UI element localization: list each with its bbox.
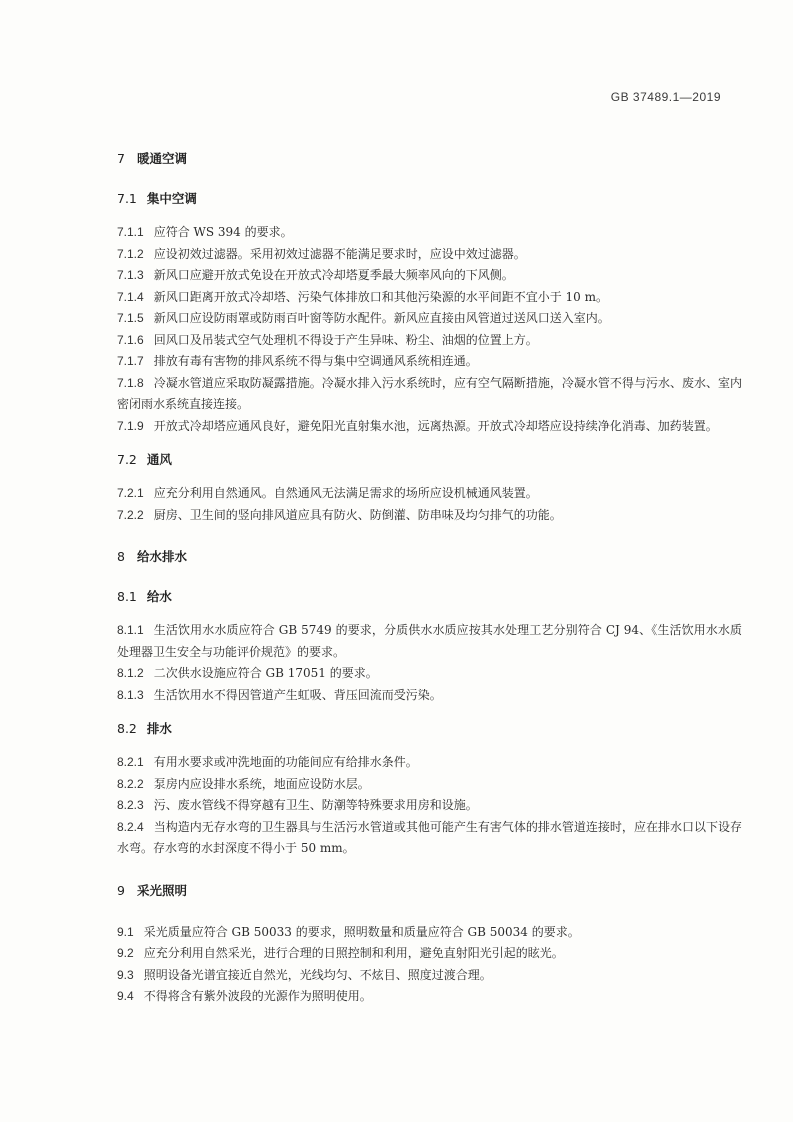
clause-number: 8.2.4 [117, 819, 144, 834]
clause-text: 生活饮用水不得因管道产生虹吸、背压回流而受污染。 [153, 687, 442, 702]
clause-list-7-2 [117, 483, 742, 526]
clause-item [117, 222, 742, 244]
clause-item [117, 483, 742, 505]
clause-list-8-2 [117, 752, 742, 860]
clause-text: 有用水要求或冲洗地面的功能间应有给排水条件。 [153, 755, 418, 769]
clause-text: 开放式冷却塔应通风良好，避免阳光直射集水池，远离热源。开放式冷却塔应设持续净化消毒、加药装置。 [153, 418, 718, 433]
clause-number: 7.2.2 [117, 507, 144, 522]
clause-number: 9.1 [117, 924, 134, 939]
clause-item [117, 620, 742, 663]
clause-text: 厨房、卫生间的竖向排风道应具有防火、防倒灌、防串味及均匀排气的功能。 [153, 507, 562, 522]
section-number: 8 [117, 549, 125, 564]
clause-text: 回风口及吊装式空气处理机不得设于产生异味、粉尘、油烟的位置上方。 [153, 332, 538, 347]
clause-text: 应设初效过滤器。采用初效过滤器不能满足要求时，应设中效过滤器。 [153, 246, 526, 261]
clause-text: 应符合 WS 394 的要求。 [153, 225, 293, 239]
clause-number: 7.2.1 [117, 486, 144, 500]
clause-item [117, 287, 742, 309]
subsection-title: 给水 [146, 589, 172, 604]
clause-item [117, 986, 742, 1008]
clause-item [117, 663, 742, 685]
clause-number: 7.1.5 [117, 311, 144, 325]
clause-list-9 [117, 922, 742, 1008]
clause-item [117, 685, 742, 707]
clause-number: 8.2.2 [117, 776, 144, 791]
clause-text: 不得将含有紫外波段的光源作为照明使用。 [143, 989, 372, 1003]
clause-number: 8.1.2 [117, 666, 144, 680]
clause-number: 7.1.8 [117, 375, 144, 390]
clause-text: 应充分利用自然采光，进行合理的日照控制和利用，避免直射阳光引起的眩光。 [143, 946, 564, 960]
subsection-number: 7.1 [117, 191, 137, 206]
clause-item [117, 351, 742, 373]
clause-number: 7.1.9 [117, 418, 144, 433]
clause-item [117, 922, 742, 944]
clause-item [117, 774, 742, 796]
clause-text: 当构造内无存水弯的卫生器具与生活污水管道或其他可能产生有害气体的排水管道连接时，应在排水口以下设存水弯。存水弯的水封深度不得小于 50 mm。 [117, 819, 742, 855]
clause-number: 7.1.1 [117, 225, 144, 239]
standard-code: GB 37489.1—2019 [610, 90, 721, 104]
clause-number: 7.1.4 [117, 289, 144, 304]
clause-number: 8.2.1 [117, 755, 144, 769]
subsection-heading-7-1 [117, 190, 742, 208]
clause-number: 9.4 [117, 989, 134, 1003]
clause-text: 污、废水管线不得穿越有卫生、防潮等特殊要求用房和设施。 [153, 798, 478, 812]
clause-number: 8.1.1 [117, 623, 144, 637]
section-title: 采光照明 [136, 882, 187, 898]
clause-text: 应充分利用自然通风。自然通风无法满足需求的场所应设机械通风装置。 [153, 486, 538, 500]
clause-number: 8.2.3 [117, 798, 144, 812]
clause-text: 二次供水设施应符合 GB 17051 的要求。 [153, 666, 378, 680]
clause-text: 新风口距离开放式冷却塔、污染气体排放口和其他污染源的水平间距不宜小于 10 m。 [153, 289, 608, 304]
clause-text: 采光质量应符合 GB 50033 的要求，照明数量和质量应符合 GB 50034 的要求。 [143, 924, 580, 939]
section-number: 7 [117, 151, 125, 166]
clause-item [117, 244, 742, 266]
section-heading-8 [117, 548, 742, 566]
clause-item [117, 795, 742, 817]
clause-item [117, 505, 742, 527]
document-body [117, 150, 742, 1008]
clause-item [117, 943, 742, 965]
subsection-title: 排水 [146, 721, 172, 736]
section-heading-9 [117, 882, 742, 900]
subsection-number: 7.2 [117, 452, 137, 467]
section-number: 9 [117, 882, 125, 898]
clause-item [117, 308, 742, 330]
clause-item [117, 330, 742, 352]
clause-list-8-1 [117, 620, 742, 706]
subsection-heading-8-2 [117, 720, 742, 738]
section-title: 给水排水 [136, 549, 187, 564]
clause-number: 9.3 [117, 967, 134, 982]
clause-text: 生活饮用水水质应符合 GB 5749 的要求，分质供水水质应按其水处理工艺分别符合 CJ 94、《生活饮用水水质处理器卫生安全与功能评价规范》的要求。 [117, 623, 742, 659]
section-title: 暖通空调 [136, 151, 187, 166]
clause-text: 冷凝水管道应采取防凝露措施。冷凝水排入污水系统时，应有空气隔断措施，冷凝水管不得与污水、废水、室内密闭雨水系统直接连接。 [117, 375, 742, 411]
clause-number: 7.1.2 [117, 246, 144, 261]
clause-number: 9.2 [117, 946, 134, 960]
clause-item [117, 965, 742, 987]
clause-text: 新风口应避开放式免设在开放式冷却塔夏季最大频率风向的下风侧。 [153, 268, 514, 282]
clause-item [117, 373, 742, 416]
subsection-heading-7-2 [117, 451, 742, 469]
clause-item [117, 265, 742, 287]
clause-item [117, 752, 742, 774]
clause-text: 泵房内应设排水系统，地面应设防水层。 [153, 776, 370, 791]
clause-number: 8.1.3 [117, 687, 144, 702]
clause-text: 照明设备光谱宜接近自然光，光线均匀、不炫目、照度过渡合理。 [143, 967, 492, 982]
clause-item [117, 416, 742, 438]
clause-text: 排放有毒有害物的排风系统不得与集中空调通风系统相连通。 [153, 354, 478, 368]
subsection-number: 8.1 [117, 589, 137, 604]
clause-list-7-1 [117, 222, 742, 437]
clause-number: 7.1.6 [117, 332, 144, 347]
clause-text: 新风口应设防雨罩或防雨百叶窗等防水配件。新风应直接由风管道过送风口送入室内。 [153, 311, 610, 325]
subsection-number: 8.2 [117, 721, 137, 736]
subsection-heading-8-1 [117, 588, 742, 606]
clause-number: 7.1.7 [117, 354, 144, 368]
clause-number: 7.1.3 [117, 268, 144, 282]
subsection-title: 通风 [146, 452, 172, 467]
section-heading-7 [117, 150, 742, 168]
clause-item [117, 817, 742, 860]
subsection-title: 集中空调 [146, 191, 197, 206]
